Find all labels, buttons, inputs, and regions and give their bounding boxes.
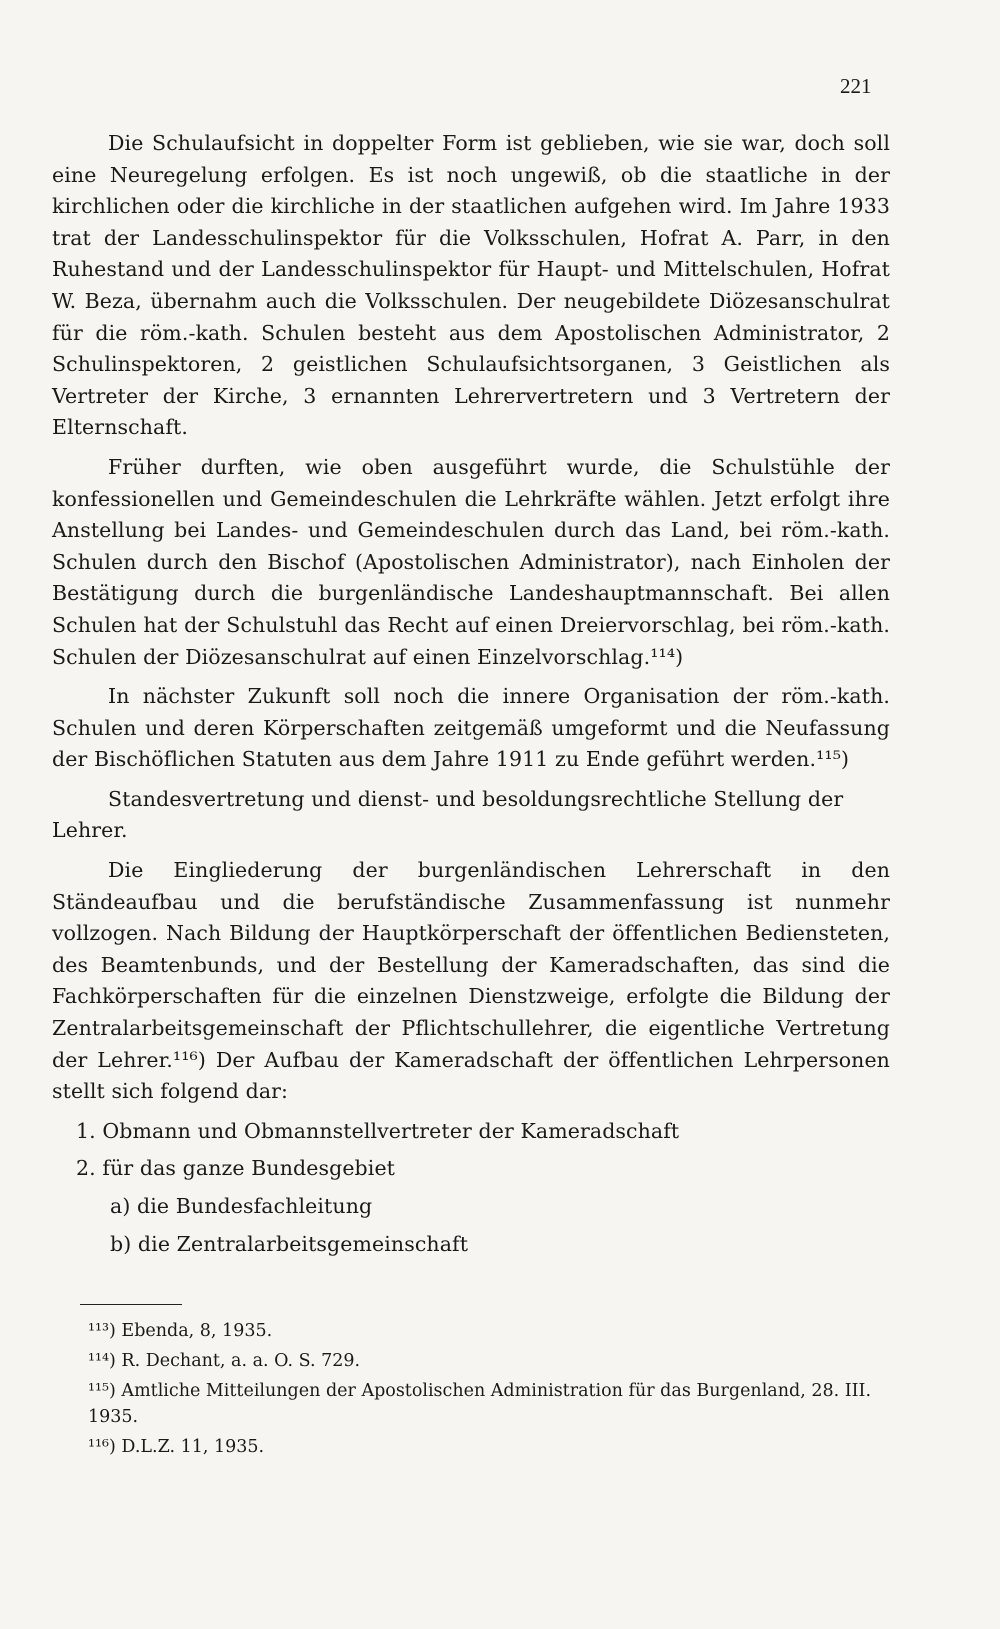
paragraph: In nächster Zukunft soll noch die innere Organisation der röm.-kath. Schulen und deren Körperschaften zeitgemäß umgeformt und die Neufassung der Bischöflichen Statuten aus dem Jahre 1911 zu Ende geführt werden.¹¹⁵) — [52, 684, 890, 772]
footnote: ¹¹³) Ebenda, 8, 1935. — [88, 1321, 273, 1341]
list-item: b) die Zentralarbeitsgemeinschaft — [110, 1231, 469, 1256]
footnote: ¹¹⁶) D.L.Z. 11, 1935. — [88, 1437, 265, 1457]
footnote: ¹¹⁴) R. Dechant, a. a. O. S. 729. — [88, 1351, 361, 1371]
list-item: 2. für das ganze Bundesgebiet — [76, 1156, 396, 1181]
list-item: a) die Bundesfachleitung — [110, 1194, 373, 1218]
page-number: 221 — [840, 74, 872, 98]
paragraph: Die Eingliederung der burgenländischen Lehrerschaft in den Ständeaufbau und die berufständische Zusammenfassung ist nunmehr vollzogen. Nach Bildung der Hauptkörperschaft der öffentlichen Bediensteten, des Beamtenbunds, und der Bestellung der Kameradschaften, das sind die Fachkörperschaften für die einzelnen Dienstzweige, erfolgte die Bildung der Zentralarbeitsgemeinschaft der Pflichtschullehrer, die eigentliche Vertretung der Lehrer.¹¹⁶) Der Aufbau der Kameradschaft der öffentlichen Lehrpersonen stellt sich folgend dar: — [52, 858, 890, 1104]
body-text — [52, 128, 890, 1266]
footnote: ¹¹⁵) Amtliche Mitteilungen der Apostolischen Administration für das Burgenland, 28. III. 1935. — [88, 1381, 872, 1427]
list-item: 1. Obmann und Obmannstellvertreter der Kameradschaft — [76, 1118, 680, 1143]
footnote-divider — [80, 1304, 182, 1305]
footnotes — [52, 1318, 890, 1464]
organization-list — [52, 1116, 890, 1260]
paragraph: Früher durften, wie oben ausgeführt wurde, die Schulstühle der konfessionellen und Gemeindeschulen die Lehrkräfte wählen. Jetzt erfolgt ihre Anstellung bei Landes- und Gemeindeschulen durch das Land, bei röm.-kath. Schulen durch den Bischof (Apostolischen Administrator), nach Einholen der Bestätigung durch die burgenländische Landeshauptmannschaft. Bei allen Schulen hat der Schulstuhl das Recht auf einen Dreiervorschlag, bei röm.-kath. Schulen der Diözesanschulrat auf einen Einzelvorschlag.¹¹⁴) — [52, 454, 890, 669]
section-heading: Standesvertretung und dienst- und besoldungsrechtliche Stellung der Lehrer. — [52, 786, 844, 843]
paragraph: Die Schulaufsicht in doppelter Form ist geblieben, wie sie war, doch soll eine Neuregelung erfolgen. Es ist noch ungewiß, ob die staatliche in der kirchlichen oder die kirchliche in der staatlichen aufgehen wird. Im Jahre 1933 trat der Landesschulinspektor für die Volksschulen, Hofrat A. Parr, in den Ruhestand und der Landesschulinspektor für Haupt- und Mittelschulen, Hofrat W. Beza, übernahm auch die Volksschulen. Der neugebildete Diözesanschulrat für die röm.-kath. Schulen besteht aus dem Apostolischen Administrator, 2 Schulinspektoren, 2 geistlichen Schulaufsichtsorganen, 3 Geistlichen als Vertreter der Kirche, 3 ernannten Lehrervertretern und 3 Vertretern der Elternschaft. — [52, 131, 890, 440]
